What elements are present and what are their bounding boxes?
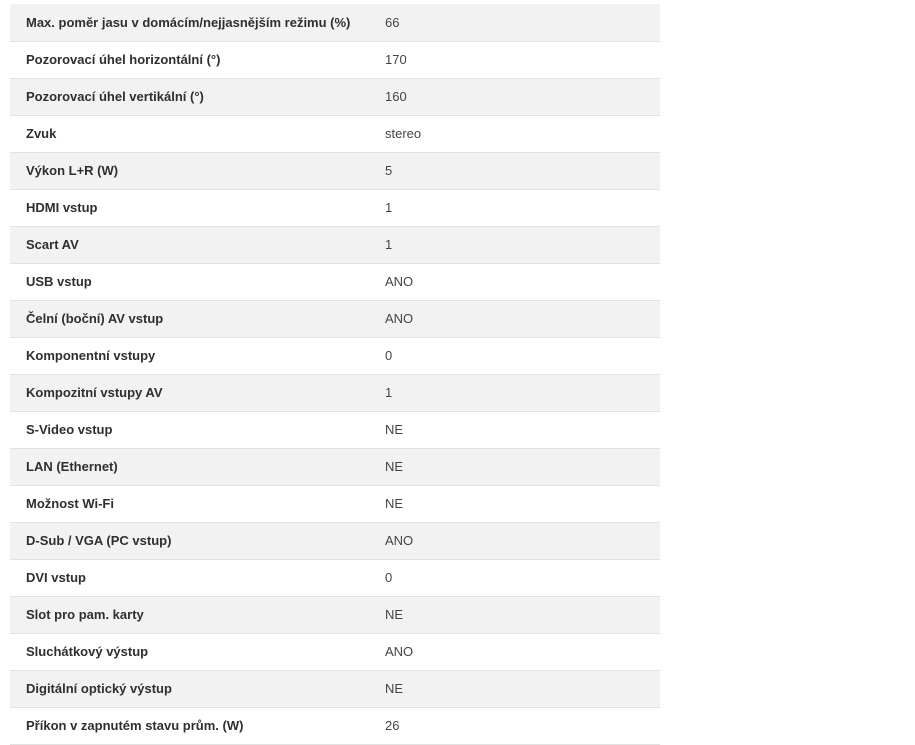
spec-value: NE (385, 422, 404, 437)
spec-value: stereo (385, 126, 422, 141)
spec-label: DVI vstup (26, 570, 86, 585)
specs-table-body (10, 4, 660, 744)
spec-label: Příkon v zapnutém stavu prům. (W) (26, 718, 244, 733)
spec-label: S-Video vstup (26, 422, 113, 437)
table-row (10, 226, 660, 263)
spec-value: ANO (385, 274, 414, 289)
spec-value: ANO (385, 311, 414, 326)
table-row (10, 337, 660, 374)
spec-value: 66 (385, 14, 400, 30)
spec-value: 5 (385, 163, 393, 178)
table-row (10, 559, 660, 596)
spec-value: 1 (385, 200, 393, 215)
table-row (10, 633, 660, 670)
spec-value: 160 (385, 89, 407, 104)
specs-table (10, 4, 660, 745)
table-row (10, 670, 660, 707)
spec-label: Pozorovací úhel vertikální (°) (26, 89, 204, 104)
spec-value: 26 (385, 718, 400, 733)
table-row (10, 152, 660, 189)
table-row (10, 115, 660, 152)
table-row (10, 411, 660, 448)
spec-label: Digitální optický výstup (26, 681, 172, 696)
spec-value: NE (385, 459, 404, 474)
spec-value: ANO (385, 644, 414, 659)
spec-value: 1 (385, 237, 393, 252)
spec-value: 0 (385, 348, 393, 363)
table-row (10, 522, 660, 559)
spec-label: Čelní (boční) AV vstup (26, 311, 164, 326)
spec-value: NE (385, 607, 404, 622)
table-row (10, 448, 660, 485)
spec-value: NE (385, 496, 404, 511)
table-row (10, 189, 660, 226)
table-row (10, 263, 660, 300)
spec-label: HDMI vstup (26, 200, 98, 215)
spec-value: ANO (385, 533, 414, 548)
table-row (10, 374, 660, 411)
table-row (10, 300, 660, 337)
spec-label: LAN (Ethernet) (26, 459, 118, 474)
spec-label: Scart AV (26, 237, 79, 252)
table-row (10, 596, 660, 633)
spec-value: 170 (385, 52, 407, 67)
table-row (10, 41, 660, 78)
spec-label: Pozorovací úhel horizontální (°) (26, 52, 221, 67)
spec-label: Zvuk (26, 126, 57, 141)
spec-label: Kompozitní vstupy AV (26, 385, 163, 400)
spec-value: NE (385, 681, 404, 696)
table-row (10, 4, 660, 41)
table-row (10, 78, 660, 115)
spec-label: USB vstup (26, 274, 92, 289)
spec-label: Výkon L+R (W) (26, 163, 119, 178)
spec-label: Max. poměr jasu v domácím/nejjasnějším režimu (%) (26, 14, 351, 30)
spec-value: 1 (385, 385, 393, 400)
table-row (10, 485, 660, 522)
spec-label: Slot pro pam. karty (26, 607, 144, 622)
spec-value: 0 (385, 570, 393, 585)
spec-label: Sluchátkový výstup (26, 644, 149, 659)
spec-label: Možnost Wi-Fi (26, 496, 114, 511)
table-row (10, 707, 660, 744)
spec-label: D-Sub / VGA (PC vstup) (26, 533, 172, 548)
spec-label: Komponentní vstupy (26, 348, 156, 363)
